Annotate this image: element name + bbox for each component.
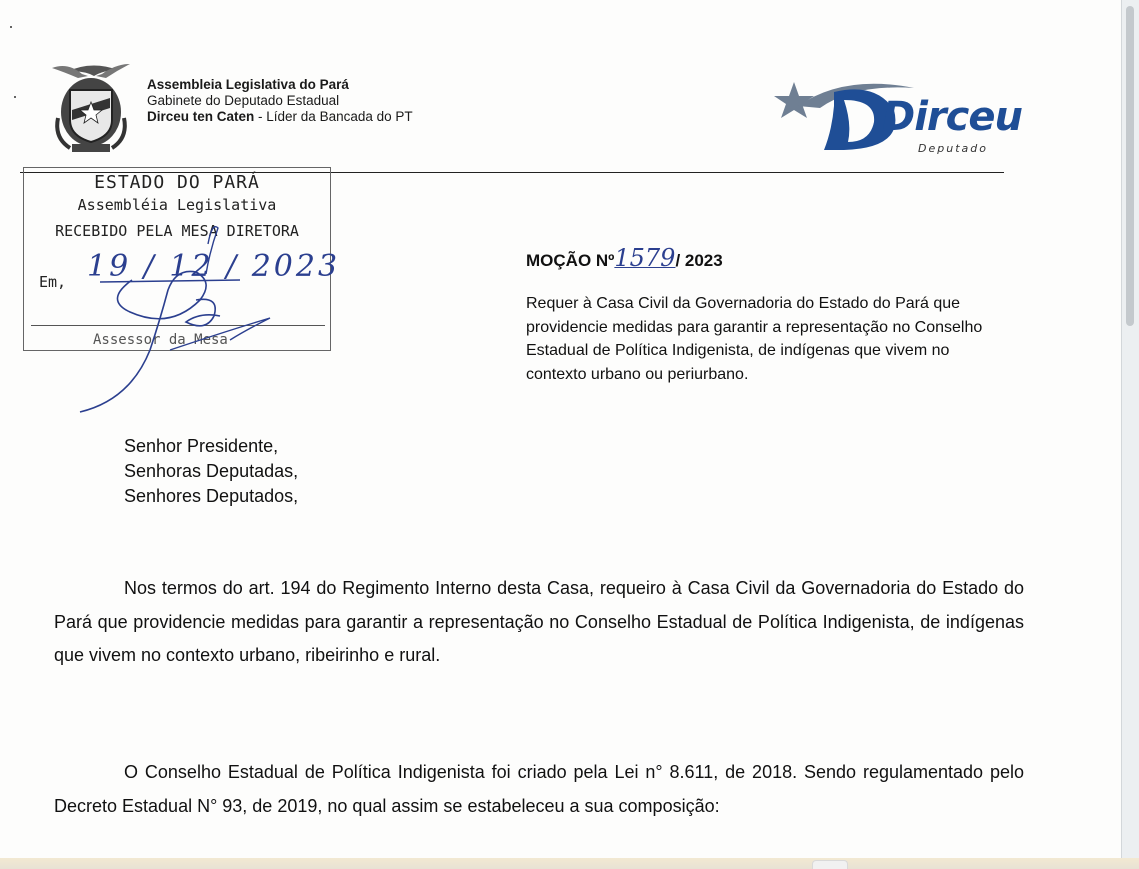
coat-of-arms-icon <box>48 58 134 154</box>
salutation <box>124 434 298 509</box>
stamp-received: RECEBIDO PELA MESA DIRETORA <box>55 222 299 240</box>
letterhead <box>147 77 413 125</box>
body-paragraph: Nos termos do art. 194 do Regimento Interno desta Casa, requeiro à Casa Civil da Governadoria do Estado do Pará que providencie medidas para garantir a representação no Conselho Estadual de Política Indigenista, de indígenas que vivem no contexto urbano, ribeirinho e rural. <box>54 578 1024 665</box>
motion-prefix: MOÇÃO Nº <box>526 251 615 270</box>
scan-speck <box>10 26 12 28</box>
deputy-name: Dirceu ten Caten <box>147 109 255 124</box>
body-paragraph: O Conselho Estadual de Política Indigenista foi criado pela Lei n° 8.611, de 2018. Sendo regulamentado pelo Decreto Estadual N° 93, de 2019, no qual assim se estabeleceu a sua composição: <box>54 762 1024 816</box>
scan-speck <box>14 96 16 98</box>
stamp-signature-line <box>31 325 325 326</box>
motion-summary: Requer à Casa Civil da Governadoria do Estado do Pará que providencie medidas para garantir a representação no Conselho Estadual de Política Indigenista, de indígenas que vivem no contexto urbano ou periurbano. <box>526 295 983 383</box>
scrollbar-thumb[interactable] <box>1126 6 1134 326</box>
salutation-line: Senhor Presidente, <box>124 436 279 456</box>
vertical-scrollbar[interactable] <box>1121 0 1139 858</box>
salutation-line: Senhoras Deputadas, <box>124 461 299 481</box>
office-name: Gabinete do Deputado Estadual <box>147 93 340 108</box>
stamp-date-handwritten: 19 / 12 / 2023 <box>87 249 341 284</box>
dirceu-logo <box>764 70 1022 160</box>
deputy-role: - Líder da Bancada do PT <box>254 109 413 124</box>
stamp-date-label: Em, <box>39 273 67 291</box>
motion-year: / 2023 <box>675 251 723 270</box>
stamp-assessor: Assessor da Mesa <box>93 332 228 348</box>
deputy-line <box>147 109 413 125</box>
org-name: Assembleia Legislativa do Pará <box>147 77 349 92</box>
viewer-toolbar-tab[interactable] <box>812 860 848 869</box>
stamp-state: ESTADO DO PARÁ <box>94 172 260 193</box>
logo-name: Dirceu <box>882 94 1022 140</box>
reception-stamp <box>23 167 341 351</box>
logo-subtitle: Deputado <box>918 142 988 155</box>
viewer-bottom-strip <box>0 858 1139 869</box>
motion-number-handwritten: 1579 <box>614 244 676 272</box>
motion-title <box>526 244 723 272</box>
stamp-assembly: Assembléia Legislativa <box>77 196 277 214</box>
salutation-line: Senhores Deputados, <box>124 486 299 506</box>
